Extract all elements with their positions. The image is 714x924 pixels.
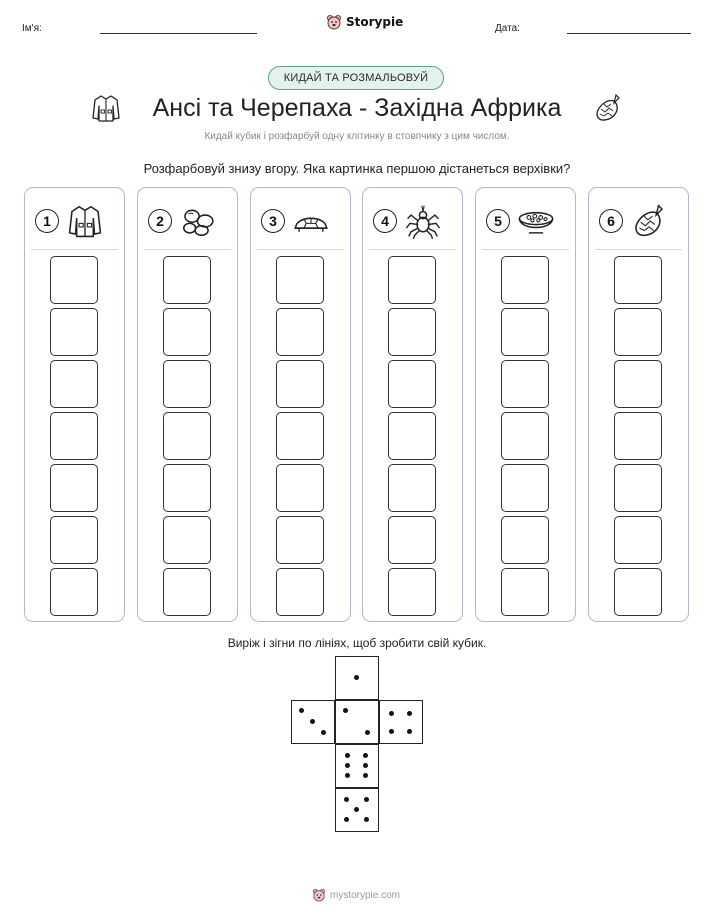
pip xyxy=(363,753,368,758)
instruction-text: Розфарбовуй знизу вгору. Яка картинка першою дістанеться верхівки? xyxy=(143,161,571,176)
pip xyxy=(364,797,369,802)
die-face-four xyxy=(379,700,423,744)
color-cell[interactable] xyxy=(50,412,98,460)
pip xyxy=(345,753,350,758)
die-face-one xyxy=(335,656,379,700)
color-cell[interactable] xyxy=(614,256,662,304)
column-2 xyxy=(137,187,238,622)
pip xyxy=(299,708,304,713)
color-cell[interactable] xyxy=(163,516,211,564)
pip xyxy=(389,729,394,734)
column-divider xyxy=(257,249,344,250)
column-5 xyxy=(475,187,576,622)
column-number: 2 xyxy=(148,209,172,233)
name-label: Ім'я: xyxy=(22,23,42,34)
footer-url[interactable]: mystorypie.com xyxy=(330,889,401,901)
die-face-five xyxy=(335,788,379,832)
column-3 xyxy=(250,187,351,622)
turtle-shell-icon xyxy=(291,202,331,240)
color-cell[interactable] xyxy=(501,516,549,564)
stew-bowl-icon xyxy=(516,202,556,240)
color-cell[interactable] xyxy=(50,464,98,512)
color-cell[interactable] xyxy=(501,308,549,356)
storypie-logo xyxy=(326,14,403,30)
color-cell[interactable] xyxy=(50,516,98,564)
cube-instruction: Виріж і зігни по лініях, щоб зробити свій кубик. xyxy=(227,636,487,650)
color-cell[interactable] xyxy=(276,308,324,356)
pip xyxy=(345,773,350,778)
color-cell[interactable] xyxy=(614,464,662,512)
column-1 xyxy=(24,187,125,622)
color-cell[interactable] xyxy=(163,568,211,616)
column-number: 3 xyxy=(261,209,285,233)
color-cell[interactable] xyxy=(501,464,549,512)
bear-mascot-icon xyxy=(312,888,326,902)
color-cell[interactable] xyxy=(614,360,662,408)
column-4 xyxy=(362,187,463,622)
pip xyxy=(310,719,315,724)
name-line[interactable] xyxy=(100,33,257,34)
color-cell[interactable] xyxy=(388,360,436,408)
color-cell[interactable] xyxy=(501,360,549,408)
color-cell[interactable] xyxy=(50,360,98,408)
color-cell[interactable] xyxy=(614,308,662,356)
activity-badge: КИДАЙ ТА РОЗМАЛЬОВУЙ xyxy=(268,66,444,90)
color-cell[interactable] xyxy=(163,256,211,304)
pip xyxy=(363,763,368,768)
color-cell[interactable] xyxy=(501,412,549,460)
color-cell[interactable] xyxy=(276,256,324,304)
die-face-three xyxy=(291,700,335,744)
pip xyxy=(407,729,412,734)
column-number: 5 xyxy=(486,209,510,233)
die-face-two xyxy=(335,700,379,744)
pinecone-icon xyxy=(592,92,624,124)
color-cell[interactable] xyxy=(614,568,662,616)
column-divider xyxy=(144,249,231,250)
pip xyxy=(365,730,370,735)
pip xyxy=(344,817,349,822)
page-title: Ансі та Черепаха - Західна Африка xyxy=(152,94,562,122)
color-cell[interactable] xyxy=(388,308,436,356)
pip xyxy=(344,797,349,802)
column-number: 4 xyxy=(373,209,397,233)
column-divider xyxy=(369,249,456,250)
color-cell[interactable] xyxy=(163,360,211,408)
color-cell[interactable] xyxy=(50,308,98,356)
column-divider xyxy=(482,249,569,250)
pip xyxy=(321,730,326,735)
column-6 xyxy=(588,187,689,622)
color-cell[interactable] xyxy=(163,412,211,460)
column-divider xyxy=(595,249,682,250)
pip xyxy=(354,807,359,812)
coat-icon xyxy=(65,202,105,240)
footer xyxy=(312,888,400,902)
color-cell[interactable] xyxy=(388,412,436,460)
pip xyxy=(354,675,359,680)
color-cell[interactable] xyxy=(163,308,211,356)
color-cell[interactable] xyxy=(501,256,549,304)
color-cell[interactable] xyxy=(276,568,324,616)
color-cell[interactable] xyxy=(388,256,436,304)
color-cell[interactable] xyxy=(50,568,98,616)
color-cell[interactable] xyxy=(614,516,662,564)
spider-icon xyxy=(403,202,443,240)
date-label: Дата: xyxy=(495,23,520,34)
pinecone-icon xyxy=(629,202,669,240)
color-cell[interactable] xyxy=(614,412,662,460)
subtitle: Кидай кубик і розфарбуй одну клітинку в стовпчику з цим числом. xyxy=(204,131,510,142)
color-cell[interactable] xyxy=(388,516,436,564)
stones-icon xyxy=(178,202,218,240)
pip xyxy=(364,817,369,822)
column-number: 1 xyxy=(35,209,59,233)
brand-name: Storypie xyxy=(346,15,404,29)
die-face-six xyxy=(335,744,379,788)
column-divider xyxy=(31,249,118,250)
color-cell[interactable] xyxy=(276,464,324,512)
bear-mascot-icon xyxy=(326,14,342,30)
color-cell[interactable] xyxy=(163,464,211,512)
pip xyxy=(343,708,348,713)
color-cell[interactable] xyxy=(276,360,324,408)
date-line[interactable] xyxy=(567,33,691,34)
pip xyxy=(407,711,412,716)
color-cell[interactable] xyxy=(276,412,324,460)
pip xyxy=(363,773,368,778)
color-cell[interactable] xyxy=(388,464,436,512)
column-number: 6 xyxy=(599,209,623,233)
pip xyxy=(345,763,350,768)
coat-icon xyxy=(90,92,122,124)
color-cell[interactable] xyxy=(50,256,98,304)
color-cell[interactable] xyxy=(501,568,549,616)
color-cell[interactable] xyxy=(388,568,436,616)
color-cell[interactable] xyxy=(276,516,324,564)
pip xyxy=(389,711,394,716)
